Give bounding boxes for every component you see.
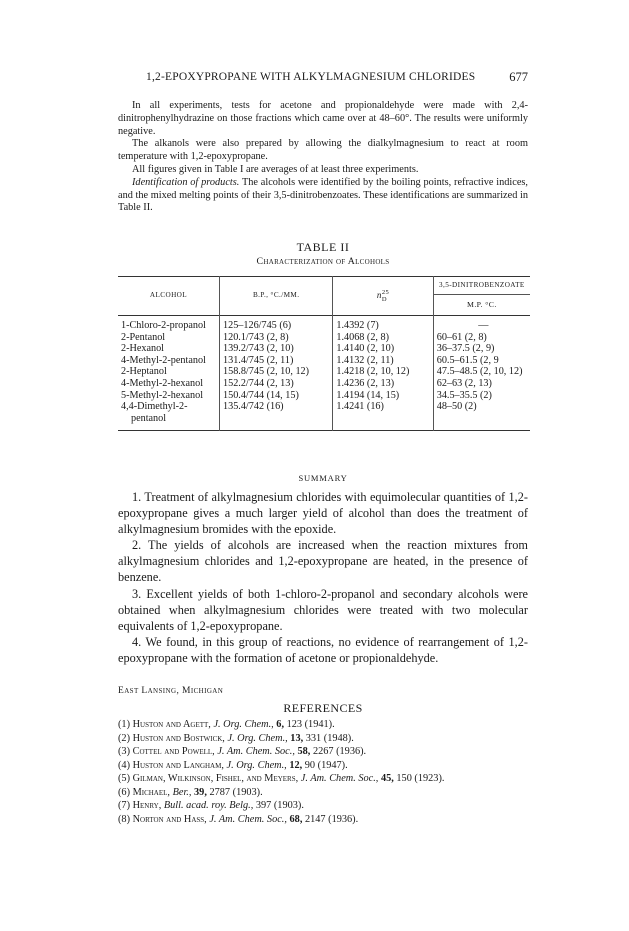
cell-nd: 1.4068 (2, 8) bbox=[333, 332, 433, 344]
summary-item: 4. We found, in this group of reactions, no evidence of rearrangement of 1,2-epoxypropane with the formation of acetone or propionaldehyde. bbox=[118, 634, 528, 665]
table-row bbox=[118, 401, 530, 431]
col-header-bp: B.P., °C./MM. bbox=[220, 277, 333, 316]
cell-bp: 152.2/744 (2, 13) bbox=[220, 378, 333, 390]
cell-nd: 1.4132 (2, 11) bbox=[333, 355, 433, 367]
cell-alcohol: 2-Heptanol bbox=[121, 366, 167, 378]
table-row bbox=[118, 332, 530, 344]
table-row bbox=[118, 390, 530, 402]
col-header-nd: n 25 D bbox=[333, 277, 433, 316]
reference-item: (1) Huston and Agett, J. Org. Chem., 6, 123 (1941). bbox=[118, 719, 335, 730]
cell-mp: 34.5–35.5 (2) bbox=[433, 390, 530, 402]
author-location: East Lansing, Michigan bbox=[118, 686, 224, 696]
table-row bbox=[118, 316, 530, 332]
cell-bp: 125–126/745 (6) bbox=[220, 316, 333, 332]
cell-alcohol: 2-Pentanol bbox=[121, 331, 166, 343]
paragraph-tests: In all experiments, tests for acetone and propionaldehyde were made with 2,4-dinitrophenylhydrazine on those fractions which came over at 48–60°. The results were uniformly negative. bbox=[118, 100, 528, 137]
cell-nd: 1.4140 (2, 10) bbox=[333, 343, 433, 355]
page-number: 677 bbox=[509, 70, 528, 84]
col-header-alcohol: ALCOHOL bbox=[149, 291, 188, 300]
cell-nd: 1.4194 (14, 15) bbox=[333, 390, 433, 402]
reference-item: (7) Henry, Bull. acad. roy. Belg., 397 (1903). bbox=[118, 800, 304, 811]
references-list bbox=[118, 718, 538, 826]
cell-alcohol: 4,4-Dimethyl-2-pentanol bbox=[121, 401, 188, 424]
summary-item: 1. Treatment of alkylmagnesium chlorides with equimolecular quantities of 1,2-epoxypropane gives a much larger yield of alcohol than does the treatment of alkylmagnesium bromides with the epoxide. bbox=[118, 490, 528, 537]
summary-heading: SUMMARY bbox=[298, 473, 348, 483]
cell-bp: 150.4/744 (14, 15) bbox=[220, 390, 333, 402]
cell-bp: 139.2/743 (2, 10) bbox=[220, 343, 333, 355]
table-caption: Characterization of Alcohols bbox=[256, 256, 390, 267]
cell-bp: 131.4/745 (2, 11) bbox=[220, 355, 333, 367]
summary-item: 2. The yields of alcohols are increased when the reaction mixtures from alkylmagnesium chlorides and 1,2-epoxypropane are heated, in the presence of benzene. bbox=[118, 538, 528, 585]
paragraph-identification bbox=[118, 177, 528, 215]
table-title: TABLE II bbox=[296, 240, 350, 254]
cell-nd: 1.4392 (7) bbox=[333, 316, 433, 332]
running-header bbox=[118, 71, 528, 85]
reference-item: (5) Gilman, Wilkinson, Fishel, and Meyers, J. Am. Chem. Soc., 45, 150 (1923). bbox=[118, 773, 445, 784]
cell-mp: 60.5–61.5 (2, 9 bbox=[433, 355, 530, 367]
cell-alcohol: 4-Methyl-2-pentanol bbox=[121, 354, 206, 366]
identification-heading: Identification of products. bbox=[132, 176, 240, 188]
table-row bbox=[118, 343, 530, 355]
table-row bbox=[118, 378, 530, 390]
cell-alcohol: 1-Chloro-2-propanol bbox=[121, 320, 206, 331]
cell-bp: 135.4/742 (16) bbox=[220, 401, 333, 431]
cell-nd: 1.4218 (2, 10, 12) bbox=[333, 366, 433, 378]
reference-item: (6) Michael, Ber., 39, 2787 (1903). bbox=[118, 786, 263, 798]
reference-item: (8) Norton and Hass, J. Am. Chem. Soc., 68, 2147 (1936). bbox=[118, 813, 359, 825]
cell-mp: — bbox=[433, 316, 530, 332]
reference-item: (4) Huston and Langham, J. Org. Chem., 12, 90 (1947). bbox=[118, 759, 348, 771]
cell-alcohol: 4-Methyl-2-hexanol bbox=[121, 377, 204, 389]
cell-mp: 48–50 (2) bbox=[433, 401, 530, 431]
cell-mp: 62–63 (2, 13) bbox=[433, 378, 530, 390]
cell-mp: 47.5–48.5 (2, 10, 12) bbox=[433, 366, 530, 378]
paragraph-alkanols: The alkanols were also prepared by allowing the dialkylmagnesium to react at room temperature with 1,2-epoxypropane. bbox=[118, 138, 528, 163]
cell-bp: 120.1/743 (2, 8) bbox=[220, 332, 333, 344]
col-header-derivative: 3,5-DINITROBENZOATE bbox=[433, 277, 530, 295]
cell-mp: 36–37.5 (2, 9) bbox=[433, 343, 530, 355]
paragraph-averages: All figures given in Table I are averages of at least three experiments. bbox=[132, 163, 419, 175]
table-row bbox=[118, 366, 530, 378]
identification-text: The alcohols were identified by the boiling points, refractive indices, and the mixed melting points of their 3,5-dinitrobenzoates. These identifications are summarized in Table II. bbox=[118, 176, 528, 214]
col-header-mp: M.P. °C. bbox=[433, 295, 530, 316]
experimental-notes bbox=[118, 100, 528, 215]
summary-section bbox=[118, 489, 528, 666]
cell-bp: 158.8/745 (2, 10, 12) bbox=[220, 366, 333, 378]
summary-item: 3. Excellent yields of both 1-chloro-2-propanol and secondary alcohols were obtained when alkylmagnesium chlorides were treated with two molecular equivalents of 1,2-epoxypropane. bbox=[118, 586, 528, 633]
cell-alcohol: 5-Methyl-2-hexanol bbox=[121, 389, 204, 401]
characterization-table bbox=[118, 276, 530, 431]
table-row bbox=[118, 355, 530, 367]
cell-alcohol: 2-Hexanol bbox=[121, 343, 164, 355]
cell-nd: 1.4241 (16) bbox=[333, 401, 433, 431]
cell-mp: 60–61 (2, 8) bbox=[433, 332, 530, 344]
reference-item: (2) Huston and Bostwick, J. Org. Chem., 13, 331 (1948). bbox=[118, 732, 354, 744]
running-title: 1,2-EPOXYPROPANE WITH ALKYLMAGNESIUM CHLORIDES bbox=[146, 71, 476, 83]
cell-nd: 1.4236 (2, 13) bbox=[333, 378, 433, 390]
reference-item: (3) Cottel and Powell, J. Am. Chem. Soc., 58, 2267 (1936). bbox=[118, 746, 367, 757]
references-heading: REFERENCES bbox=[283, 701, 363, 715]
